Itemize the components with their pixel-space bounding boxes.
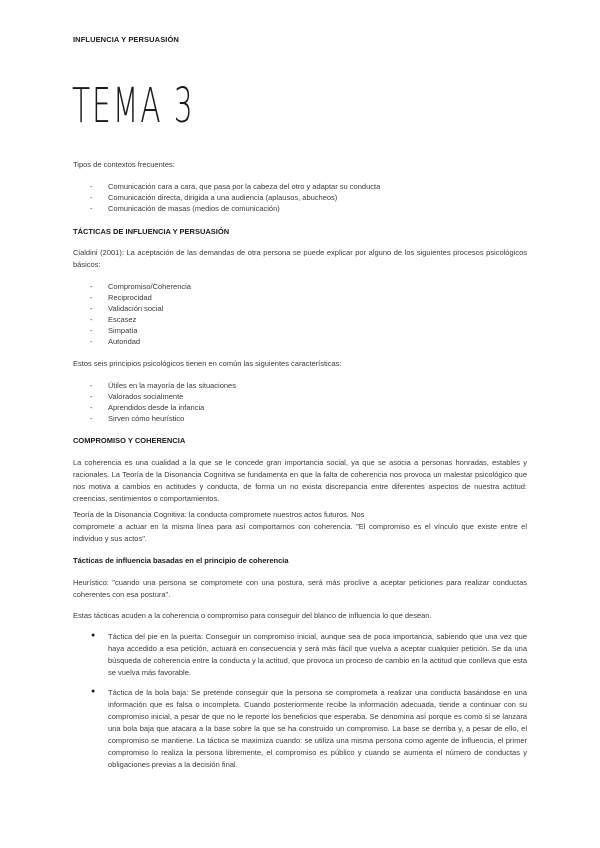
principle-item: Simpatía <box>108 326 138 335</box>
heuristic-paragraph: Heurístico: "cuando una persona se compromete con una postura, será más proclive a aceptar peticiones para realizar conductas coherentes con esa postura". <box>73 578 527 599</box>
dash-marker: - <box>90 293 93 302</box>
section-heading-coherencia: Tácticas de influencia basadas en el principio de coherencia <box>73 556 289 565</box>
principle-item: Validación social <box>108 304 164 313</box>
context-item: Comunicación de masas (medios de comunicación) <box>108 204 280 213</box>
dash-marker: - <box>90 414 93 423</box>
context-item: Comunicación directa, dirigida a una audiencia (aplausos, abucheos) <box>108 193 338 202</box>
feature-item: Útiles en la mayoría de las situaciones <box>108 381 236 390</box>
cialdini-intro: Cialdini (2001): La aceptación de las demandas de otra persona se puede explicar por alguno de los siguientes procesos psicológicos básicos: <box>73 248 527 269</box>
dash-marker: - <box>90 403 93 412</box>
dash-marker: - <box>90 304 93 313</box>
principle-item: Escasez <box>108 315 137 324</box>
coherence-paragraph: La coherencia es una cualidad a la que se le concede gran importancia social, ya que se asocia a personas honradas, estables y racionales. La Teoría de la Disonancia Cognitiva se fundamenta en que la falta de coherencia nos provoca un malestar psicológico que nos motiva a cambios en actitudes y conducta, de forma un no exista discrepancia entre diferentes aspectos de nuestra actitud: creencias, sentimientos o comportamientos. <box>73 458 527 503</box>
dash-marker: - <box>90 337 93 346</box>
dash-marker: - <box>90 193 93 202</box>
dash-marker: - <box>90 315 93 324</box>
feature-item: Aprendidos desde la infancia <box>108 403 205 412</box>
dash-marker: - <box>90 381 93 390</box>
page-header: INFLUENCIA Y PERSUASIÓN <box>73 35 179 44</box>
dash-marker: - <box>90 182 93 191</box>
dissonance-line-1: Teoría de la Disonancia Cognitiva: la conducta compromete nuestros actos futuros. Nos <box>73 510 365 519</box>
feature-item: Sirven cómo heurístico <box>108 414 185 423</box>
page-title: TEMA 3 <box>72 78 195 134</box>
principle-item: Reciprocidad <box>108 293 152 302</box>
context-item: Comunicación cara a cara, que pasa por la cabeza del otro y adaptar su conducta <box>108 182 381 191</box>
dash-marker: - <box>90 282 93 291</box>
tactics-intro: Estas tácticas acuden a la coherencia o compromiso para conseguir del blanco de influencia lo que desean. <box>73 611 432 620</box>
dash-marker: - <box>90 204 93 213</box>
bullet-icon: ● <box>91 688 96 695</box>
principle-item: Compromiso/Coherencia <box>108 282 191 291</box>
feature-item: Valorados socialmente <box>108 392 184 401</box>
section-heading-tacticas: TÁCTICAS DE INFLUENCIA Y PERSUASIÓN <box>73 227 230 236</box>
section-heading-compromiso: COMPROMISO Y COHERENCIA <box>73 436 186 445</box>
tactic-pie-en-la-puerta: Táctica del pie en la puerta: Conseguir un compromiso inicial, aunque sea de poca importancia, sabiendo que una vez que haya accedido a esa petición, actuará en consecuencia y será más fácil que vuelva a aceptar cualquier petición. Se da una búsqueda de coherencia entre la conducta y la actitud, que provoca un proceso de cambio en la actitud que conlleva que esta se vuelva más favorable. <box>108 632 527 677</box>
bullet-icon: ● <box>91 632 96 639</box>
tactic-bola-baja: Táctica de la bola baja: Se pretende conseguir que la persona se comprometa a realizar una conducta basándose en una información que es falsa o incompleta. Cuando posteriormente recibe la información adecuada, tiende a continuar con su compromiso inicial, a pesar de que no le reporte los beneficios que esperaba. Se denomina así porque es como si se lanzara una bola baja que atacara a la base sobre la que se ha construido un compromiso. La base se derriba y, a pesar de ello, el compromiso se mantiene. La táctica se maximiza cuando: se utiliza una misma persona como agente de influencia, el primer compromiso lo realiza la persona libremente, el compromiso es público y cuando se aumenta el número de conductas y obligaciones previas a la decisión final. <box>108 688 527 769</box>
dash-marker: - <box>90 326 93 335</box>
dissonance-line-2: compromete a actuar en la misma línea para así comportarnos con coherencia. "El compromiso es el vínculo que existe entre el individuo y sus actos". <box>73 522 527 543</box>
dash-marker: - <box>90 392 93 401</box>
features-intro: Estos seis principios psicológicos tienen en común las siguientes características: <box>73 359 342 368</box>
contexts-intro: Tipos de contextos frecuentes: <box>73 160 175 169</box>
principle-item: Autoridad <box>108 337 141 346</box>
